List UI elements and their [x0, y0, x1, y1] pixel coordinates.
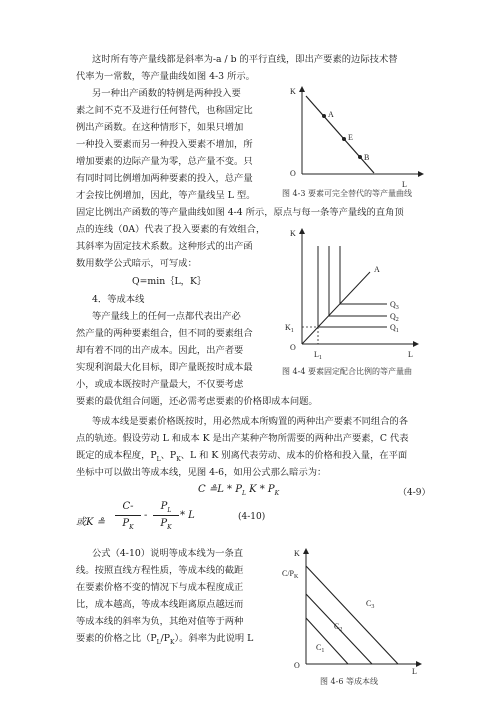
frac1-numerator: C- [122, 501, 134, 512]
frac1-denominator: $P_K$ [122, 518, 134, 531]
para2-line: 增加要素的边际产量为零，总产量不变。只 [76, 156, 253, 167]
para2-line: 点的连线（0A）代表了投入要素的有效组合， [76, 224, 266, 235]
frac2-bar [153, 515, 179, 516]
figure-4-6 [282, 546, 432, 676]
label-b: B [364, 153, 370, 162]
label-c3: $C_3$ [366, 599, 375, 610]
frac2-denominator: $P_K$ [160, 518, 172, 531]
sec4-full-line: 要素的最优组合问题，还必需考虑要素的价格即成本问题。 [76, 396, 318, 407]
min-formula: Q=min｛L，K｝ [132, 276, 207, 287]
equation-4-10-number: (4-10) [238, 512, 266, 522]
sec4-line: 然产量的两种要素组合，但不同的要素组合 [76, 328, 253, 339]
equation-4-10-suffix: * L [180, 510, 195, 521]
section-heading: 4．等成本线 [92, 294, 145, 305]
figure-4-6-caption: 图 4-6 等成本线 [320, 677, 378, 686]
axis-k-label: K [290, 229, 296, 238]
para6-line: 等成本线的斜率为负，其绝对值等于两种 [76, 616, 244, 627]
label-c1: $C_1$ [316, 643, 325, 654]
figure-4-6-diagram [282, 546, 432, 676]
para2-full-line: 固定比例出产函数的等产量曲线如图 4-4 所示，原点与每一条等产量线的直角顶 [76, 207, 404, 218]
label-a: A [328, 110, 334, 119]
minus-sign: - [144, 510, 148, 521]
figure-4-3-caption: 图 4-3 要素可完全替代的等产量曲线 [282, 189, 412, 198]
para2-line: 另一种出产函数的特例是两种投入要 [92, 88, 241, 99]
para5-line: 等成本线是要素价格既按时，用必然成本所购置的两种出产要素不同组合的各 [92, 416, 409, 427]
para6-line: 线。按照直线方程性质，等成本线的截距 [76, 565, 244, 576]
para2-line: 有同时同比例增加两种要素的投入，总产量 [76, 173, 253, 184]
sec4-line: 实现利润最大化目标，即产量既按时成本最 [76, 362, 253, 373]
para2-line: 例出产函数。在这种情形下，如果只增加 [76, 122, 244, 133]
ray-oa [302, 272, 370, 344]
label-q1: $Q_1$ [390, 323, 399, 334]
isoquant-q1 [318, 246, 387, 327]
label-e: E [348, 133, 353, 142]
para6-line: 公式（4-10）说明等成本线为一条直 [92, 548, 244, 559]
para1-line1: 这时所有等产量线都是斜率为-a / b 的平行直线，即出产要素的边际技术替 [92, 54, 398, 65]
point-e [342, 137, 346, 141]
axis-l-label: L [408, 350, 413, 359]
point-b [358, 155, 362, 159]
figure-4-4-caption: 图 4-4 要素固定配合比例的等产量曲 [282, 367, 412, 376]
axis-l-label: L [412, 667, 417, 676]
equation-4-10-prefix: 或K ≗ [76, 517, 106, 528]
label-c2: $C_2$ [334, 622, 343, 633]
origin-label: O [294, 661, 300, 670]
para6-line: 在要素价格不变的情况下与成本程度成正 [76, 582, 244, 593]
frac1-bar [115, 515, 141, 516]
para2-line: 一种投入要素而另一种投入要素不增加，所 [76, 139, 253, 150]
para6-line: 比，成本越高，等成本线距离原点越远而 [76, 599, 244, 610]
label-q3: $Q_3$ [390, 300, 399, 311]
sec4-line: 小，或成本既按时产量最大，不仅要考虑 [76, 379, 244, 390]
isoquant-q3 [340, 246, 387, 304]
label-a: A [374, 265, 380, 274]
origin-label: O [290, 343, 296, 352]
point-a [322, 114, 326, 118]
para6-last-line: 要素的价格之比$(P_L/P_K)$。斜率为此说明 L [76, 633, 254, 646]
para2-line: 数用数学公式暗示，可写成： [76, 258, 197, 269]
figure-4-4-diagram [282, 226, 432, 361]
equation-4-9: C ≗L * $P_L$ K * $P_K$ [198, 484, 280, 497]
axis-k-label: K [290, 87, 296, 96]
equation-4-9-number: （4-9） [398, 488, 431, 498]
label-q2: $Q_2$ [390, 312, 399, 323]
para2-line: 素之间不克不及进行任何替代，也称固定比 [76, 105, 253, 116]
isocost-c1 [306, 618, 348, 664]
frac2-numerator: $P_L$ [160, 501, 172, 514]
sec4-line: 等产量线上的任何一点都代表出产必 [92, 311, 241, 322]
para5-line3: 既定的成本程度，$P_L$、$P_K$、L 和 K 别离代表劳动、成本的价格和投入量，在平面 [76, 450, 408, 463]
figure-4-3-diagram [282, 84, 432, 189]
figure-4-4 [282, 226, 432, 361]
axis-l-label: L [402, 180, 407, 189]
para1-line2: 代率为一常数，等产量曲线如图 4-3 所示。 [76, 71, 255, 82]
origin-label: O [290, 169, 296, 178]
label-l1: $L_1$ [314, 350, 322, 361]
para5-line: 坐标中可以做出等成本线，见图 4-6，如用公式那么暗示为： [76, 467, 327, 478]
figure-4-3 [282, 84, 432, 189]
sec4-line: 却有着不同的出产成本。因此，出产者要 [76, 345, 244, 356]
intercept-label: $C/P_K$ [282, 569, 299, 580]
para2-line: 才会按比例增加，因此，等产量线呈 L 型。 [76, 190, 256, 201]
para2-line: 其斜率为固定技术系数。这种形式的出产函 [76, 241, 253, 252]
label-k1: $K_1$ [285, 323, 294, 334]
axis-k-label: K [294, 549, 300, 558]
para5-line: 点的轨迹。假设劳动 L 和成本 K 是出产某种产物所需要的两种出产要素，C 代表 [76, 433, 409, 444]
